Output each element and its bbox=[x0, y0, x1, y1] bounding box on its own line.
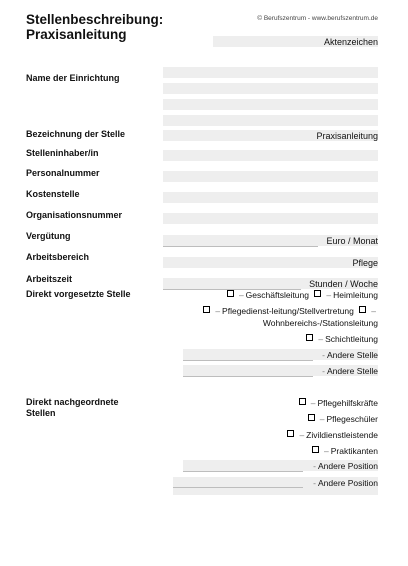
wohnbereichsleitung-label: Wohnbereichs-/Stationsleitung bbox=[262, 318, 378, 328]
separator-dash: – bbox=[238, 290, 244, 300]
arbeitsbereich-label: Arbeitsbereich bbox=[26, 252, 90, 262]
nachgeordnete-label-line-2: Stellen bbox=[26, 408, 56, 418]
geschaeftsleitung-label: Geschäftsleitung bbox=[245, 290, 309, 300]
pflegeschueler-checkbox[interactable] bbox=[308, 414, 315, 421]
vorgesetzte-label: Direkt vorgesetzte Stelle bbox=[26, 289, 131, 299]
andere-position-2-label: Andere Position bbox=[317, 478, 378, 488]
arbeitsbereich-field[interactable] bbox=[163, 257, 378, 268]
andere-stelle-2-underline bbox=[183, 376, 313, 377]
andere-position-2-row bbox=[311, 478, 378, 489]
praktikanten-label: Praktikanten bbox=[330, 446, 378, 456]
bezeichnung-value: Praxisanleitung bbox=[316, 131, 378, 141]
pflegehilfskraefte-checkbox[interactable] bbox=[299, 398, 306, 405]
vorgesetzte-row-1 bbox=[227, 290, 378, 301]
inhaber-field[interactable] bbox=[163, 150, 378, 161]
pflegedienstleitung-checkbox[interactable] bbox=[203, 306, 210, 313]
andere-position-1-row bbox=[311, 461, 378, 472]
einrichtung-field-3[interactable] bbox=[163, 99, 378, 110]
separator-dash: – bbox=[324, 446, 329, 456]
page-title bbox=[26, 12, 163, 42]
separator-dash: – bbox=[215, 306, 221, 316]
separator-dash: – bbox=[326, 290, 332, 300]
organisationsnummer-label: Organisationsnummer bbox=[26, 210, 123, 220]
zivildienstleistende-checkbox[interactable] bbox=[287, 430, 294, 437]
title-line-2: Praxisanleitung bbox=[26, 27, 127, 42]
pflegehilfskraefte-label: Pflegehilfskräfte bbox=[317, 398, 378, 408]
separator-dash: - bbox=[313, 461, 316, 471]
einrichtung-field-4[interactable] bbox=[163, 115, 378, 126]
pflegeschueler-row bbox=[308, 414, 378, 425]
separator-dash: – bbox=[371, 306, 376, 316]
andere-position-1-label: Andere Position bbox=[317, 461, 378, 471]
pflegeschueler-label: Pflegeschüler bbox=[326, 414, 378, 424]
separator-dash: - bbox=[322, 366, 325, 376]
aktenzeichen-label: Aktenzeichen bbox=[323, 37, 378, 47]
andere-stelle-2-row bbox=[320, 366, 378, 377]
vorgesetzte-row-2 bbox=[203, 306, 378, 317]
verguetung-underline bbox=[163, 246, 318, 247]
andere-position-2-underline bbox=[173, 487, 303, 488]
separator-dash: - bbox=[322, 350, 325, 360]
schichtleitung-label: Schichtleitung bbox=[325, 334, 378, 344]
einrichtung-field-2[interactable] bbox=[163, 83, 378, 94]
andere-stelle-2-label: Andere Stelle bbox=[326, 366, 378, 376]
kostenstelle-field[interactable] bbox=[163, 192, 378, 203]
schichtleitung-checkbox[interactable] bbox=[306, 334, 313, 341]
personalnummer-field[interactable] bbox=[163, 171, 378, 182]
separator-dash: – bbox=[299, 430, 305, 440]
kostenstelle-label: Kostenstelle bbox=[26, 189, 80, 199]
separator-dash: - bbox=[313, 478, 316, 488]
arbeitsbereich-value: Pflege bbox=[352, 258, 378, 268]
verguetung-unit: Euro / Monat bbox=[326, 236, 378, 246]
copyright-notice: © Berufszentrum - www.berufszentrum.de bbox=[257, 15, 378, 22]
separator-dash: – bbox=[310, 398, 316, 408]
bezeichnung-label: Bezeichnung der Stelle bbox=[26, 129, 126, 139]
inhaber-label: Stelleninhaber/in bbox=[26, 148, 99, 158]
heimleitung-label: Heimleitung bbox=[333, 290, 378, 300]
personalnummer-label: Personalnummer bbox=[26, 168, 100, 178]
schichtleitung-row bbox=[306, 334, 378, 345]
nachgeordnete-label bbox=[26, 397, 119, 419]
zivildienstleistende-row bbox=[287, 430, 378, 441]
einrichtung-label: Name der Einrichtung bbox=[26, 73, 120, 83]
arbeitszeit-label: Arbeitszeit bbox=[26, 274, 73, 284]
andere-position-1-underline bbox=[183, 471, 303, 472]
separator-dash: – bbox=[319, 414, 325, 424]
andere-stelle-1-row bbox=[320, 350, 378, 361]
title-line-1: Stellenbeschreibung: bbox=[26, 12, 164, 27]
zivildienstleistende-label: Zivildienstleistende bbox=[306, 430, 378, 440]
wohnbereichsleitung-checkbox[interactable] bbox=[359, 306, 366, 313]
organisationsnummer-field[interactable] bbox=[163, 213, 378, 224]
pflegedienstleitung-label: Pflegedienst-leitung/Stellvertretung bbox=[222, 306, 354, 316]
nachgeordnete-label-line-1: Direkt nachgeordnete bbox=[26, 397, 119, 407]
praktikanten-checkbox[interactable] bbox=[312, 446, 319, 453]
arbeitszeit-unit: Stunden / Woche bbox=[309, 279, 378, 289]
pflegehilfskraefte-row bbox=[299, 398, 378, 409]
separator-dash: – bbox=[318, 334, 324, 344]
andere-stelle-1-underline bbox=[183, 360, 313, 361]
einrichtung-field-1[interactable] bbox=[163, 67, 378, 78]
verguetung-label: Vergütung bbox=[26, 231, 71, 241]
heimleitung-checkbox[interactable] bbox=[314, 290, 321, 297]
geschaeftsleitung-checkbox[interactable] bbox=[227, 290, 234, 297]
andere-stelle-1-label: Andere Stelle bbox=[326, 350, 378, 360]
praktikanten-row bbox=[312, 446, 378, 457]
